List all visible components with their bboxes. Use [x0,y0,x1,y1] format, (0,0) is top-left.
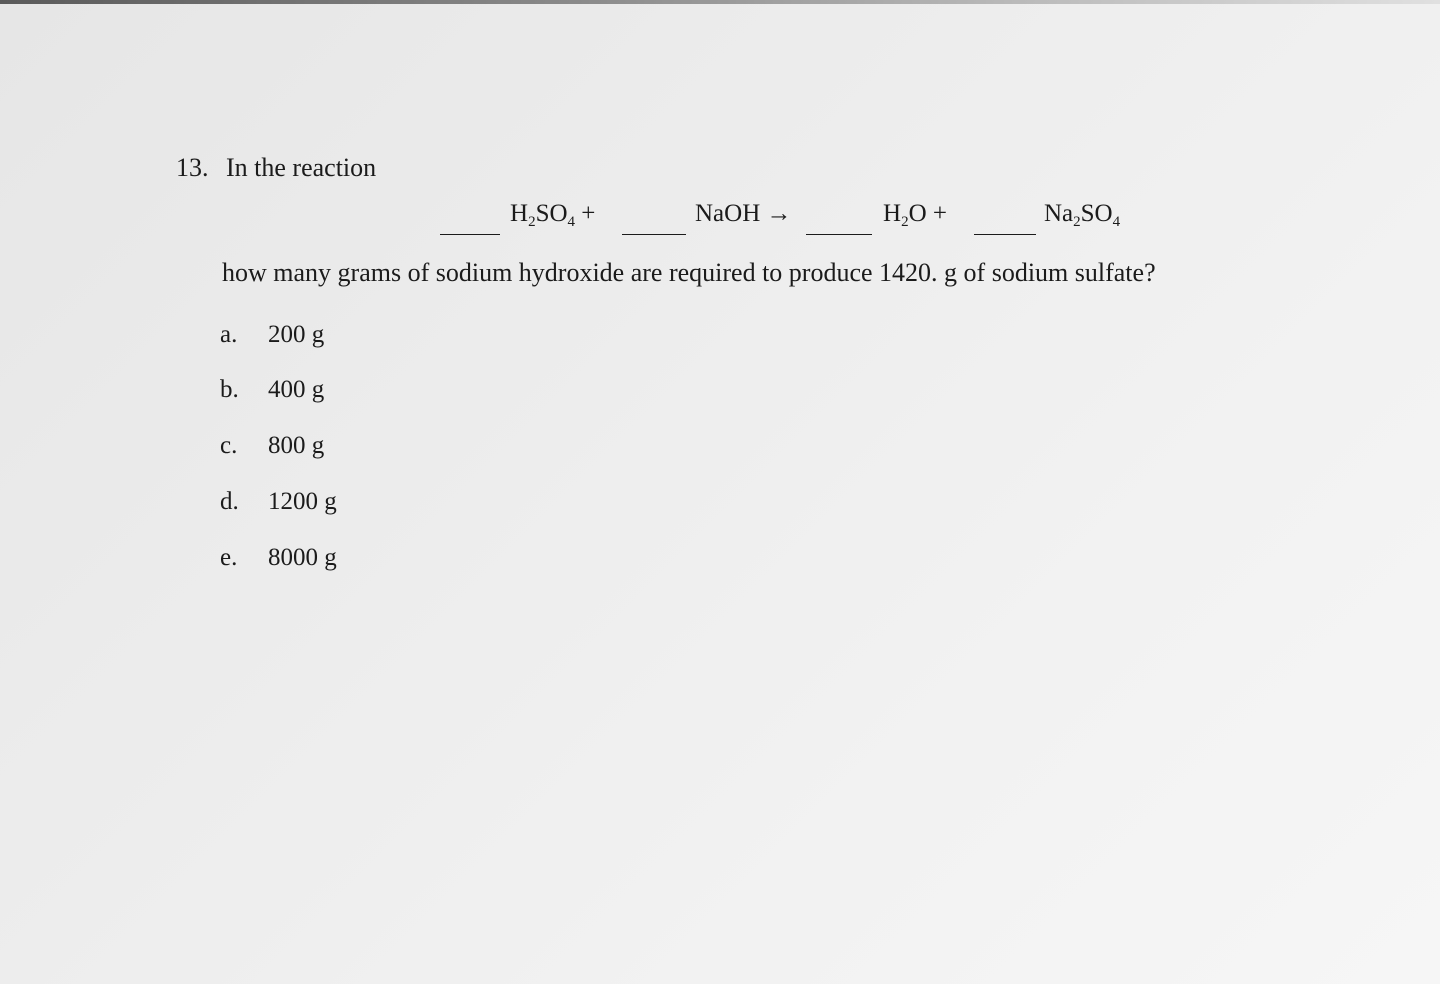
choice-value: 400 g [268,376,325,403]
choice-letter: c. [220,432,238,459]
choice-letter: b. [220,376,239,403]
choice-letter: e. [220,544,238,571]
coefficient-blank-2 [622,234,686,235]
choice-value: 800 g [268,432,325,459]
choice-letter: a. [220,321,238,348]
question-intro: In the reaction [226,153,377,182]
product-sodium-sulfate: $Na_2SO_4$ [1044,200,1121,230]
choice-value: 200 g [268,321,325,348]
coefficient-blank-1 [440,234,500,235]
reactant-sodium-hydroxide: NaOH → [695,200,792,227]
choice-d [220,488,620,524]
choice-c [220,432,620,468]
chemical-equation [440,200,1160,240]
product-water: $H_2O$ + [883,200,947,230]
reactant-sulfuric-acid: $H_2SO_4$ + [510,200,596,230]
question-text: how many grams of sodium hydroxide are required to produce 1420. g of sodium sulfate? [222,258,1156,287]
choice-e [220,544,620,580]
coefficient-blank-3 [806,234,872,235]
choice-value: 8000 g [268,544,337,571]
question-number: 13. [176,153,209,182]
choice-value: 1200 g [268,488,337,515]
choice-letter: d. [220,488,239,515]
coefficient-blank-4 [974,234,1036,235]
choice-b [220,376,620,412]
choice-a [220,321,620,357]
